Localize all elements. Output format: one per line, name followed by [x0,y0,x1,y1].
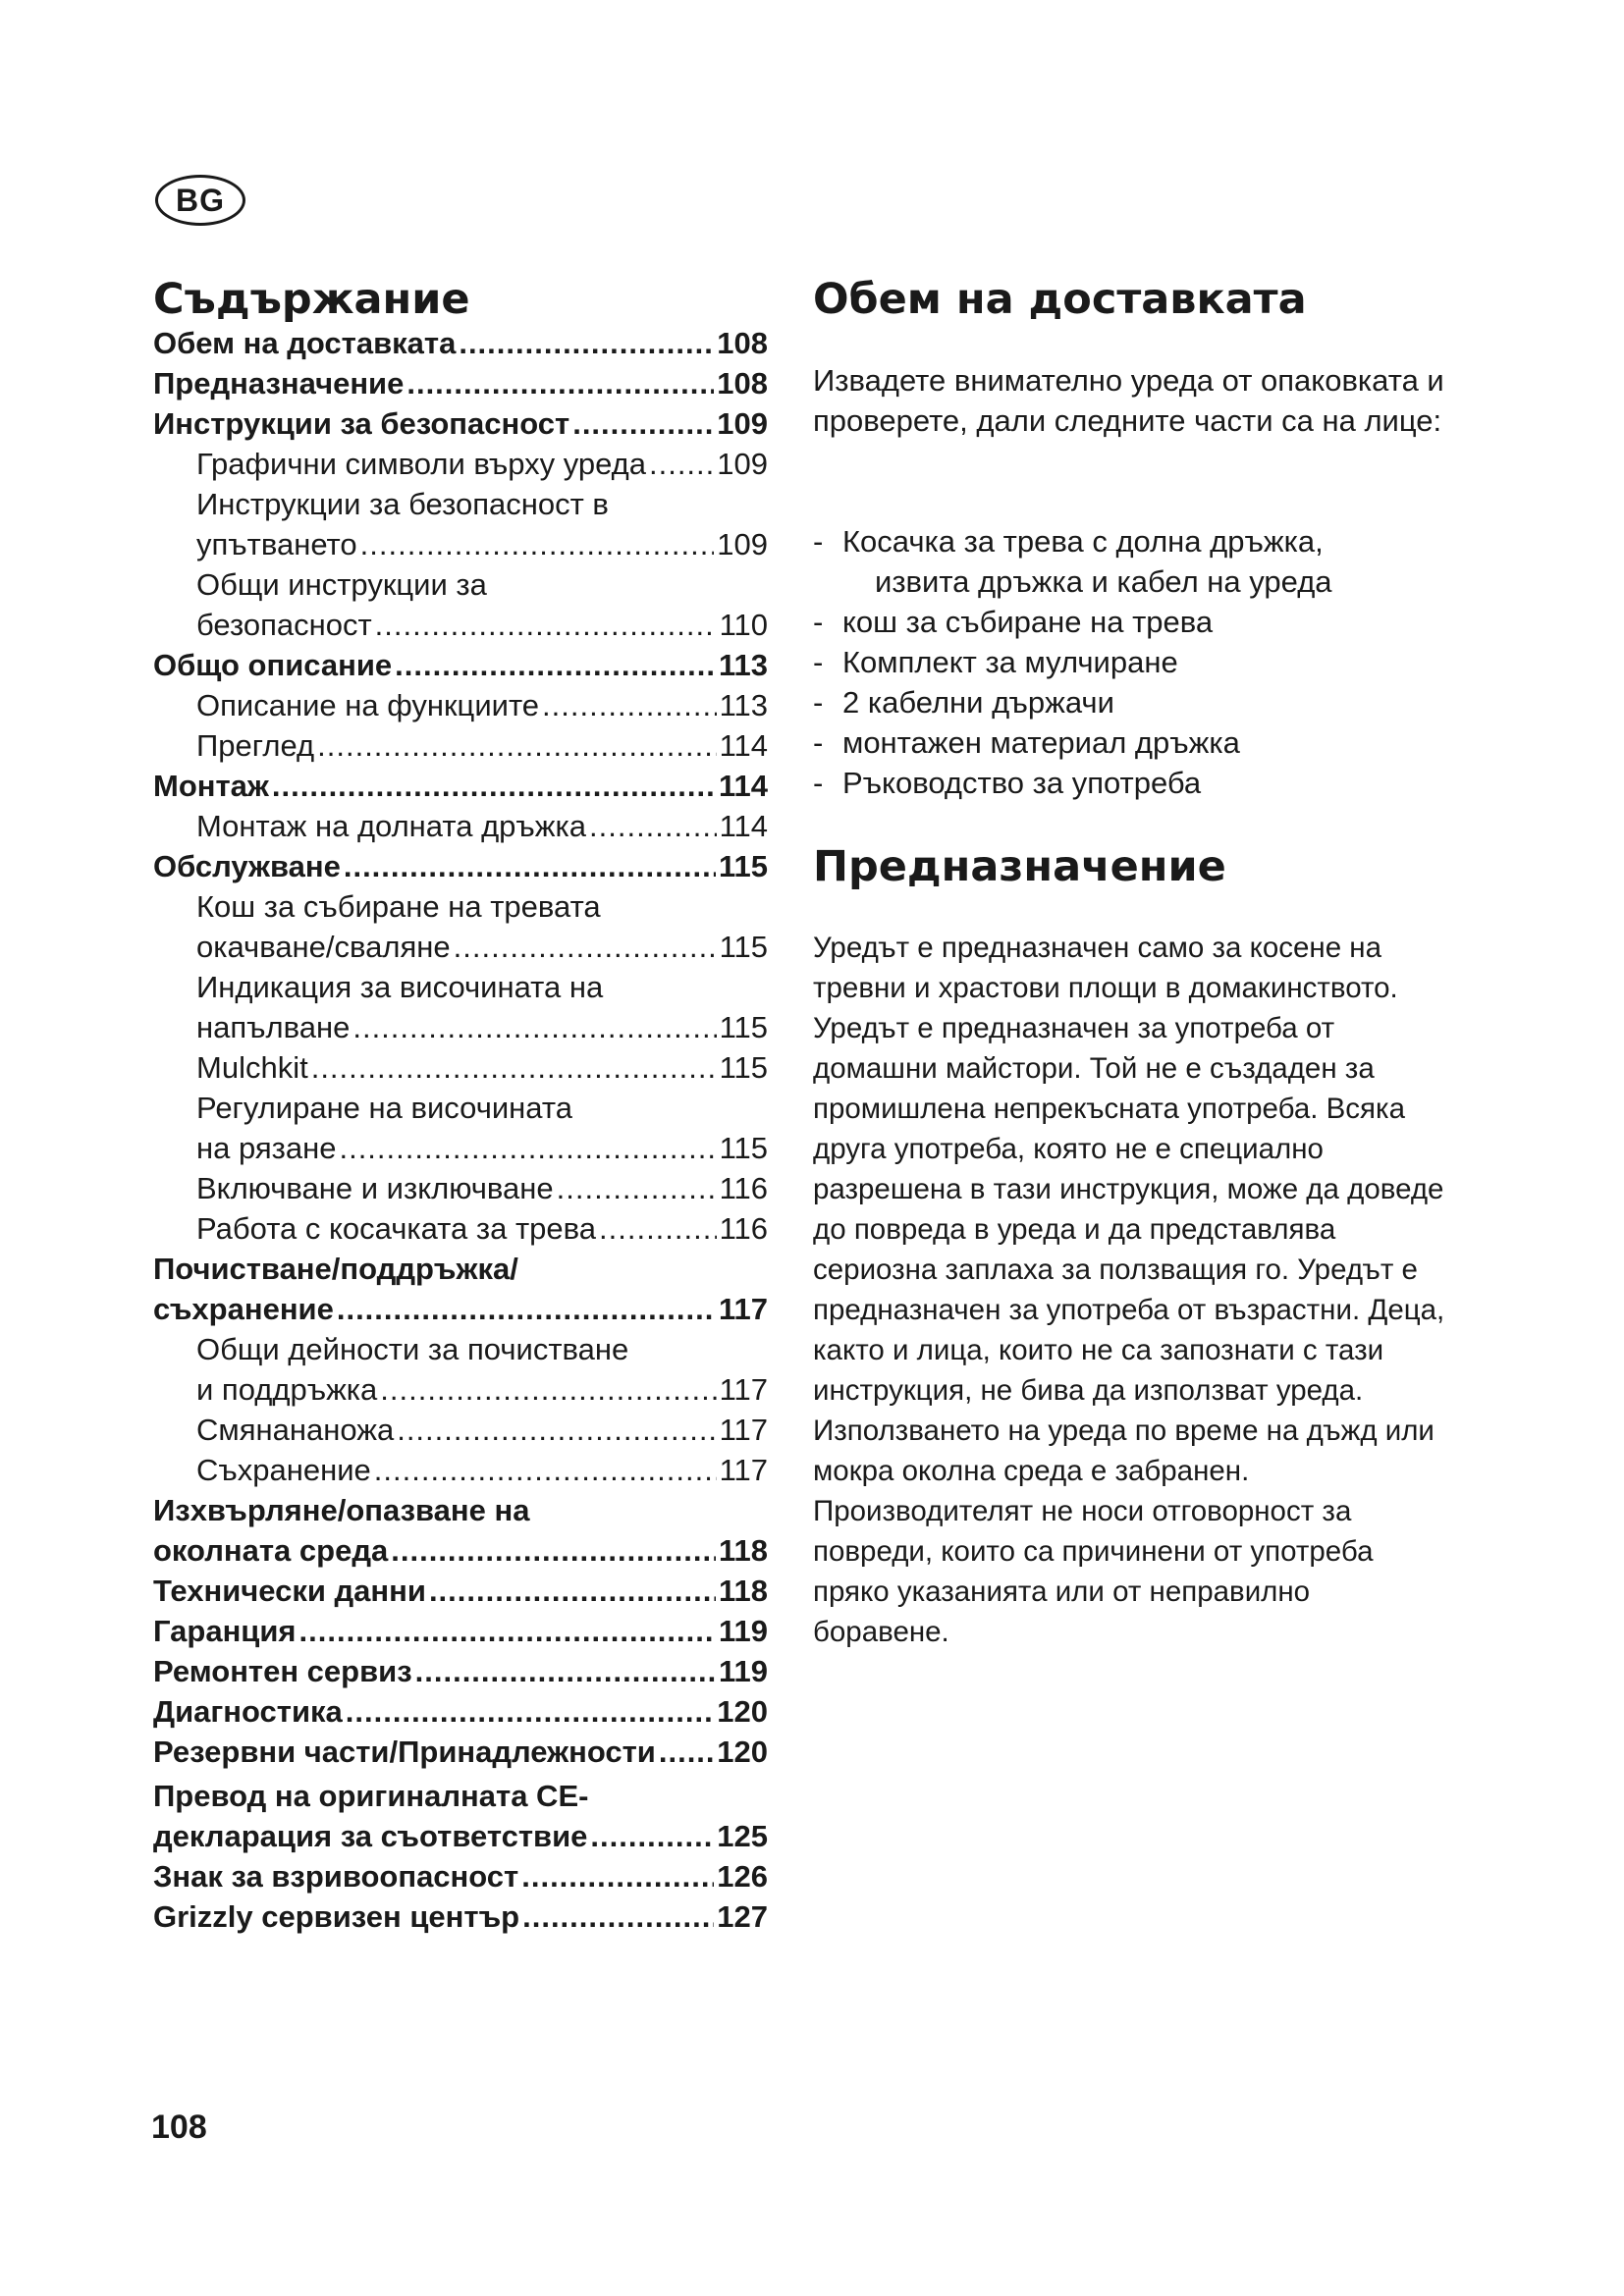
toc-entry [153,1249,768,1289]
toc-entry-page: 115 [719,930,768,964]
toc-entry [153,524,768,564]
toc-entry-title: Графични символи върху уреда [196,447,646,481]
toc-entry-title: Индикация за височината на [196,970,604,1004]
toc-dot-leader [429,1571,716,1611]
toc-entry [153,1490,768,1530]
delivery-item: - монтажен материал дръжка [813,722,1451,763]
toc-entry [153,685,768,725]
toc-entry [153,846,768,886]
toc-entry-page: 109 [717,406,768,441]
toc-entry-page: 114 [719,728,768,763]
toc-dot-leader [352,1007,716,1047]
delivery-items [813,521,1451,803]
toc-dot-leader [337,1289,716,1329]
toc-entry-page: 117 [719,1453,768,1487]
toc-entry-page: 115 [719,1010,768,1044]
toc-dot-leader [299,1611,716,1651]
toc-entry [153,806,768,846]
toc-entry-page: 118 [718,1533,768,1568]
toc-entry-title: Работа с косачката за трева [196,1211,596,1246]
toc-entry [153,564,768,605]
toc-entry-page: 119 [718,1654,768,1688]
toc-entry [153,1410,768,1450]
toc-dot-leader [272,766,716,806]
toc-entry [153,323,768,363]
purpose-heading: Предназначение [813,842,1226,891]
toc-dot-leader [374,1450,717,1490]
toc-dot-leader [649,444,714,484]
toc-entry-title: упътването [196,527,357,561]
toc-entry [153,1007,768,1047]
toc-entry-title: Инструкции за безопасност в [196,487,609,521]
page-number: 108 [151,2109,207,2146]
delivery-item: - Комплект за мулчиране [813,642,1451,682]
toc-entry-title: Диагностика [153,1694,343,1729]
toc-entry-page: 115 [719,1050,768,1085]
toc-entry-page: 108 [717,366,768,400]
language-badge: BG [155,175,245,226]
toc-dot-leader [339,1128,716,1168]
toc-entry-title: Монтаж на долната дръжка [196,809,586,843]
toc-dot-leader [599,1208,717,1249]
toc-entry [153,1896,768,1937]
toc-dot-leader [406,363,714,403]
toc-dot-leader [317,725,716,766]
toc-entry [153,1776,768,1816]
toc-entry-title: декларация за съответствие [153,1819,588,1853]
toc-entry-page: 118 [718,1574,768,1608]
toc-entry [153,1816,768,1856]
toc-entry-page: 117 [718,1292,768,1326]
toc-entry [153,1450,768,1490]
toc-entry-page: 108 [717,326,768,360]
toc-dot-leader [590,1816,714,1856]
toc-dot-leader [395,645,716,685]
toc-entry-page: 120 [717,1735,768,1769]
toc-entry-title: Общи инструкции за [196,567,487,602]
toc-entry-page: 119 [718,1614,768,1648]
toc-entry-page: 127 [717,1899,768,1934]
toc-entry-page: 109 [717,447,768,481]
toc-dot-leader [659,1732,714,1772]
toc-entry-title: напълване [196,1010,351,1044]
toc-entry [153,1208,768,1249]
toc-entry [153,766,768,806]
toc-entry-title: Преглед [196,728,315,763]
toc-entry-title: Предназначение [153,366,405,400]
toc-dot-leader [415,1651,716,1691]
delivery-item: - кош за събиране на трева [813,602,1451,642]
toc-entry-title: Знак за взривоопасност [153,1859,519,1894]
toc-entry [153,927,768,967]
toc-entry-page: 109 [717,527,768,561]
toc-entry-page: 115 [718,849,768,883]
toc-entry [153,444,768,484]
toc-dot-leader [521,1856,714,1896]
toc-entry-title: Ремонтен сервиз [153,1654,412,1688]
toc-entry-title: Превод на оригиналната CE- [153,1779,589,1813]
toc-entry [153,1611,768,1651]
toc-dot-leader [391,1530,716,1571]
toc-dot-leader [572,403,714,444]
toc-entry-page: 115 [719,1131,768,1165]
toc-dot-leader [375,605,717,645]
toc-entry-page: 117 [719,1372,768,1407]
toc-dot-leader [346,1691,714,1732]
delivery-item-text: Косачка за трева с долна дръжка, [842,524,1324,559]
toc-dot-leader [380,1369,716,1410]
toc-entry-page: 113 [719,688,768,722]
toc-entry [153,1047,768,1088]
toc-entry-page: 114 [719,809,768,843]
toc-entry-page: 116 [719,1171,768,1205]
toc-entry-title: Инструкции за безопасност [153,406,570,441]
toc-entry [153,1369,768,1410]
purpose-text: Уредът е предназначен само за косене на тревни и храстови площи в домакинството. Уредът е предназначен за употреба от домашни майстори. Той не е създаден за промишлена непрекъсната употреба. Всяка друга употреба, която не е специално разрешена в тази инструкция, може да доведе до повреда в уреда и да представлява сериозна заплаха за ползващия го. Уредът е предназначен за употреба от възрастни. Деца, както и лица, които не са запознати с тази инструкция, не бива да използват уреда. Използването на уреда по време на дъжд или мокра околна среда е забранен. Производителят не носи отговорност за повреди, които са причинени от употреба пряко указанията или от неправилно боравене. [813,932,1445,1648]
toc-entry-title: на рязане [196,1131,337,1165]
toc-entry-title: и поддръжка [196,1372,378,1407]
toc-entry-title: Включване и изключване [196,1171,554,1205]
delivery-heading: Обем на доставката [813,275,1307,324]
toc-entry-title: съхранение [153,1292,334,1326]
delivery-item [813,521,1451,602]
toc-dot-leader [311,1047,717,1088]
delivery-item: - Ръководство за употреба [813,763,1451,803]
toc-entry [153,725,768,766]
toc-entry [153,1732,768,1772]
delivery-item: - 2 кабелни държачи [813,682,1451,722]
toc-entry-title: Обслужване [153,849,341,883]
toc-dot-leader [557,1168,717,1208]
toc-entry-title: Изхвърляне/опазване на [153,1493,530,1527]
toc-entry [153,1289,768,1329]
toc-entry-page: 110 [719,608,768,642]
toc-entry [153,1651,768,1691]
toc-entry-title: Гаранция [153,1614,297,1648]
toc-entry [153,886,768,927]
toc-entry-title: Почистване/поддръжка/ [153,1252,518,1286]
toc-entry [153,1691,768,1732]
toc-dot-leader [522,1896,714,1937]
toc-entry [153,1571,768,1611]
toc-entry-title: Общо описание [153,648,393,682]
toc-entry [153,1088,768,1128]
toc-entry [153,605,768,645]
toc-entry-title: Кош за събиране на тревата [196,889,601,924]
toc-entry [153,484,768,524]
toc-entry-title: Монтаж [153,769,269,803]
toc-dot-leader [397,1410,716,1450]
toc-dot-leader [344,846,716,886]
toc-entry-title: Grizzly сервизен център [153,1899,520,1934]
toc-entry [153,1856,768,1896]
toc-entry-page: 113 [718,648,768,682]
toc-entry [153,363,768,403]
toc-entry-title: Съхранение [196,1453,371,1487]
toc-entry [153,403,768,444]
toc-entry-page: 126 [717,1859,768,1894]
toc-heading: Съдържание [153,275,470,324]
toc-entry [153,1128,768,1168]
toc-entry [153,645,768,685]
toc-entry-title: Описание на функциите [196,688,540,722]
toc-entry-title: Регулиране на височината [196,1091,572,1125]
toc-entry-page: 117 [719,1413,768,1447]
toc-entry-title: Смянананожа [196,1413,395,1447]
delivery-item-continuation: извита дръжка и кабел на уреда [875,564,1332,599]
toc-entry [153,1168,768,1208]
toc-dot-leader [459,323,714,363]
toc-entry [153,1329,768,1369]
toc-entry-page: 114 [718,769,768,803]
toc-entry-title: Общи дейности за почистване [196,1332,629,1366]
toc-entry-page: 125 [717,1819,768,1853]
toc-entry-title: Обем на доставката [153,326,457,360]
toc-entry [153,967,768,1007]
toc-entry-page: 120 [717,1694,768,1729]
toc-entry-title: околната среда [153,1533,389,1568]
toc-entry-title: Технически данни [153,1574,426,1608]
toc-entry-page: 116 [719,1211,768,1246]
delivery-intro: Извадете внимателно уреда от опаковката и проверете, дали следните части са на лице: [813,363,1444,438]
toc-entry-title: безопасност [196,608,372,642]
toc-dot-leader [589,806,717,846]
toc-entry [153,1530,768,1571]
toc-entry-title: окачване/сваляне [196,930,451,964]
toc-dot-leader [360,524,715,564]
toc-dot-leader [542,685,717,725]
toc-entry-title: Mulchkit [196,1050,308,1085]
table-of-contents [153,323,768,1937]
toc-entry-title: Резервни части/Принадлежности [153,1735,656,1769]
toc-dot-leader [454,927,717,967]
